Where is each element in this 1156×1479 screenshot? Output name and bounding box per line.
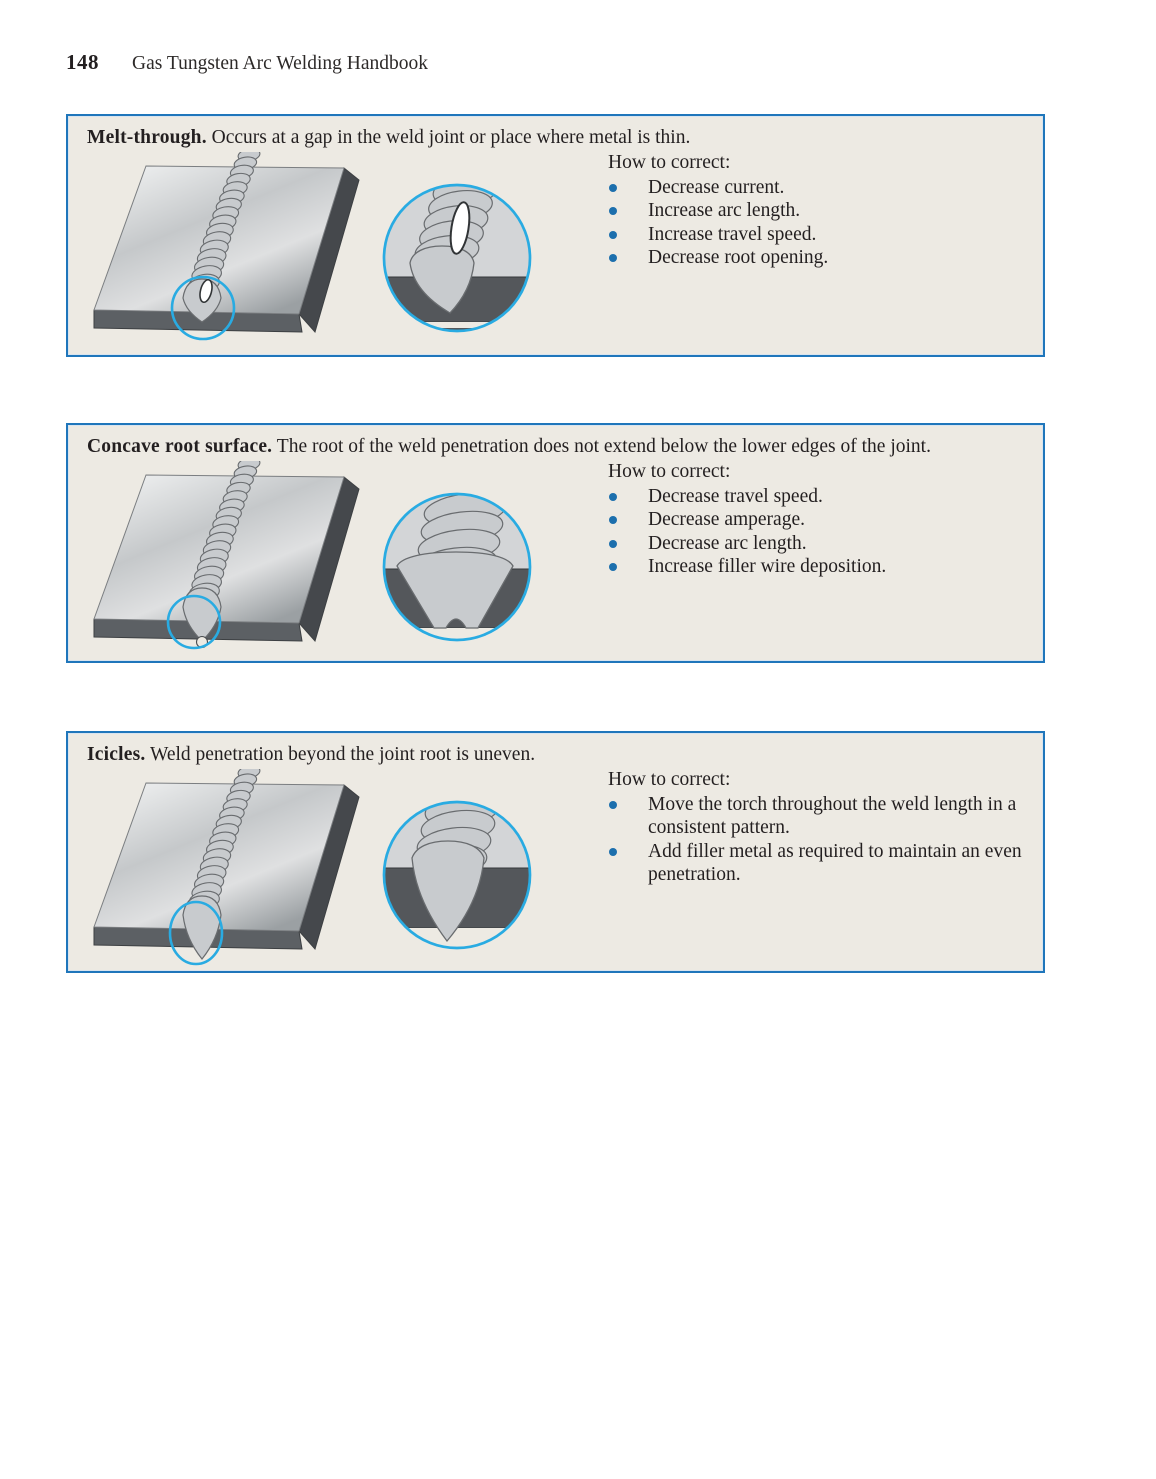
correction-item: Decrease amperage. [608,508,1038,532]
panel-title [87,435,1029,458]
how-to-correct-block [608,768,1038,887]
defect-description: The root of the weld penetration does not extend below the lower edges of the joint. [276,436,931,457]
panel-title [87,743,1029,766]
how-to-correct-label: How to correct: [608,769,731,790]
defect-description: Weld penetration beyond the joint root is uneven. [149,744,536,765]
defect-description: Occurs at a gap in the weld joint or place where metal is thin. [211,127,691,148]
defect-term: Concave root surface. [87,436,273,457]
correction-item: Decrease travel speed. [608,485,1038,509]
correction-item: Move the torch throughout the weld length in a consistent pattern. [608,793,1038,840]
corrections-list [608,485,1038,579]
page-header [66,50,428,75]
correction-item: Add filler metal as required to maintain an even penetration. [608,840,1038,887]
book-title: Gas Tungsten Arc Welding Handbook [132,53,428,74]
defect-panel-icicles [66,731,1045,973]
weld-cross-section-detail [372,790,542,960]
correction-item: Decrease arc length. [608,532,1038,556]
correction-item: Increase filler wire deposition. [608,555,1038,579]
correction-item: Increase travel speed. [608,223,1038,247]
defect-panel-concave-root-surface [66,423,1045,663]
defect-panel-melt-through [66,114,1045,357]
corrections-list [608,176,1038,270]
corrections-list [608,793,1038,887]
how-to-correct-label: How to correct: [608,152,731,173]
weld-plate-illustration [82,769,372,969]
how-to-correct-block [608,460,1038,579]
weld-cross-section-detail [372,173,542,343]
weld-plate-illustration [82,152,372,352]
weld-cross-section-detail [372,482,542,652]
correction-item: Decrease current. [608,176,1038,200]
how-to-correct-label: How to correct: [608,461,731,482]
defect-term: Icicles. [87,744,146,765]
panel-title [87,126,1029,149]
correction-item: Increase arc length. [608,199,1038,223]
weld-plate-illustration [82,461,372,661]
how-to-correct-block [608,151,1038,270]
page-number: 148 [66,50,99,74]
correction-item: Decrease root opening. [608,246,1038,270]
defect-term: Melt-through. [87,127,207,148]
